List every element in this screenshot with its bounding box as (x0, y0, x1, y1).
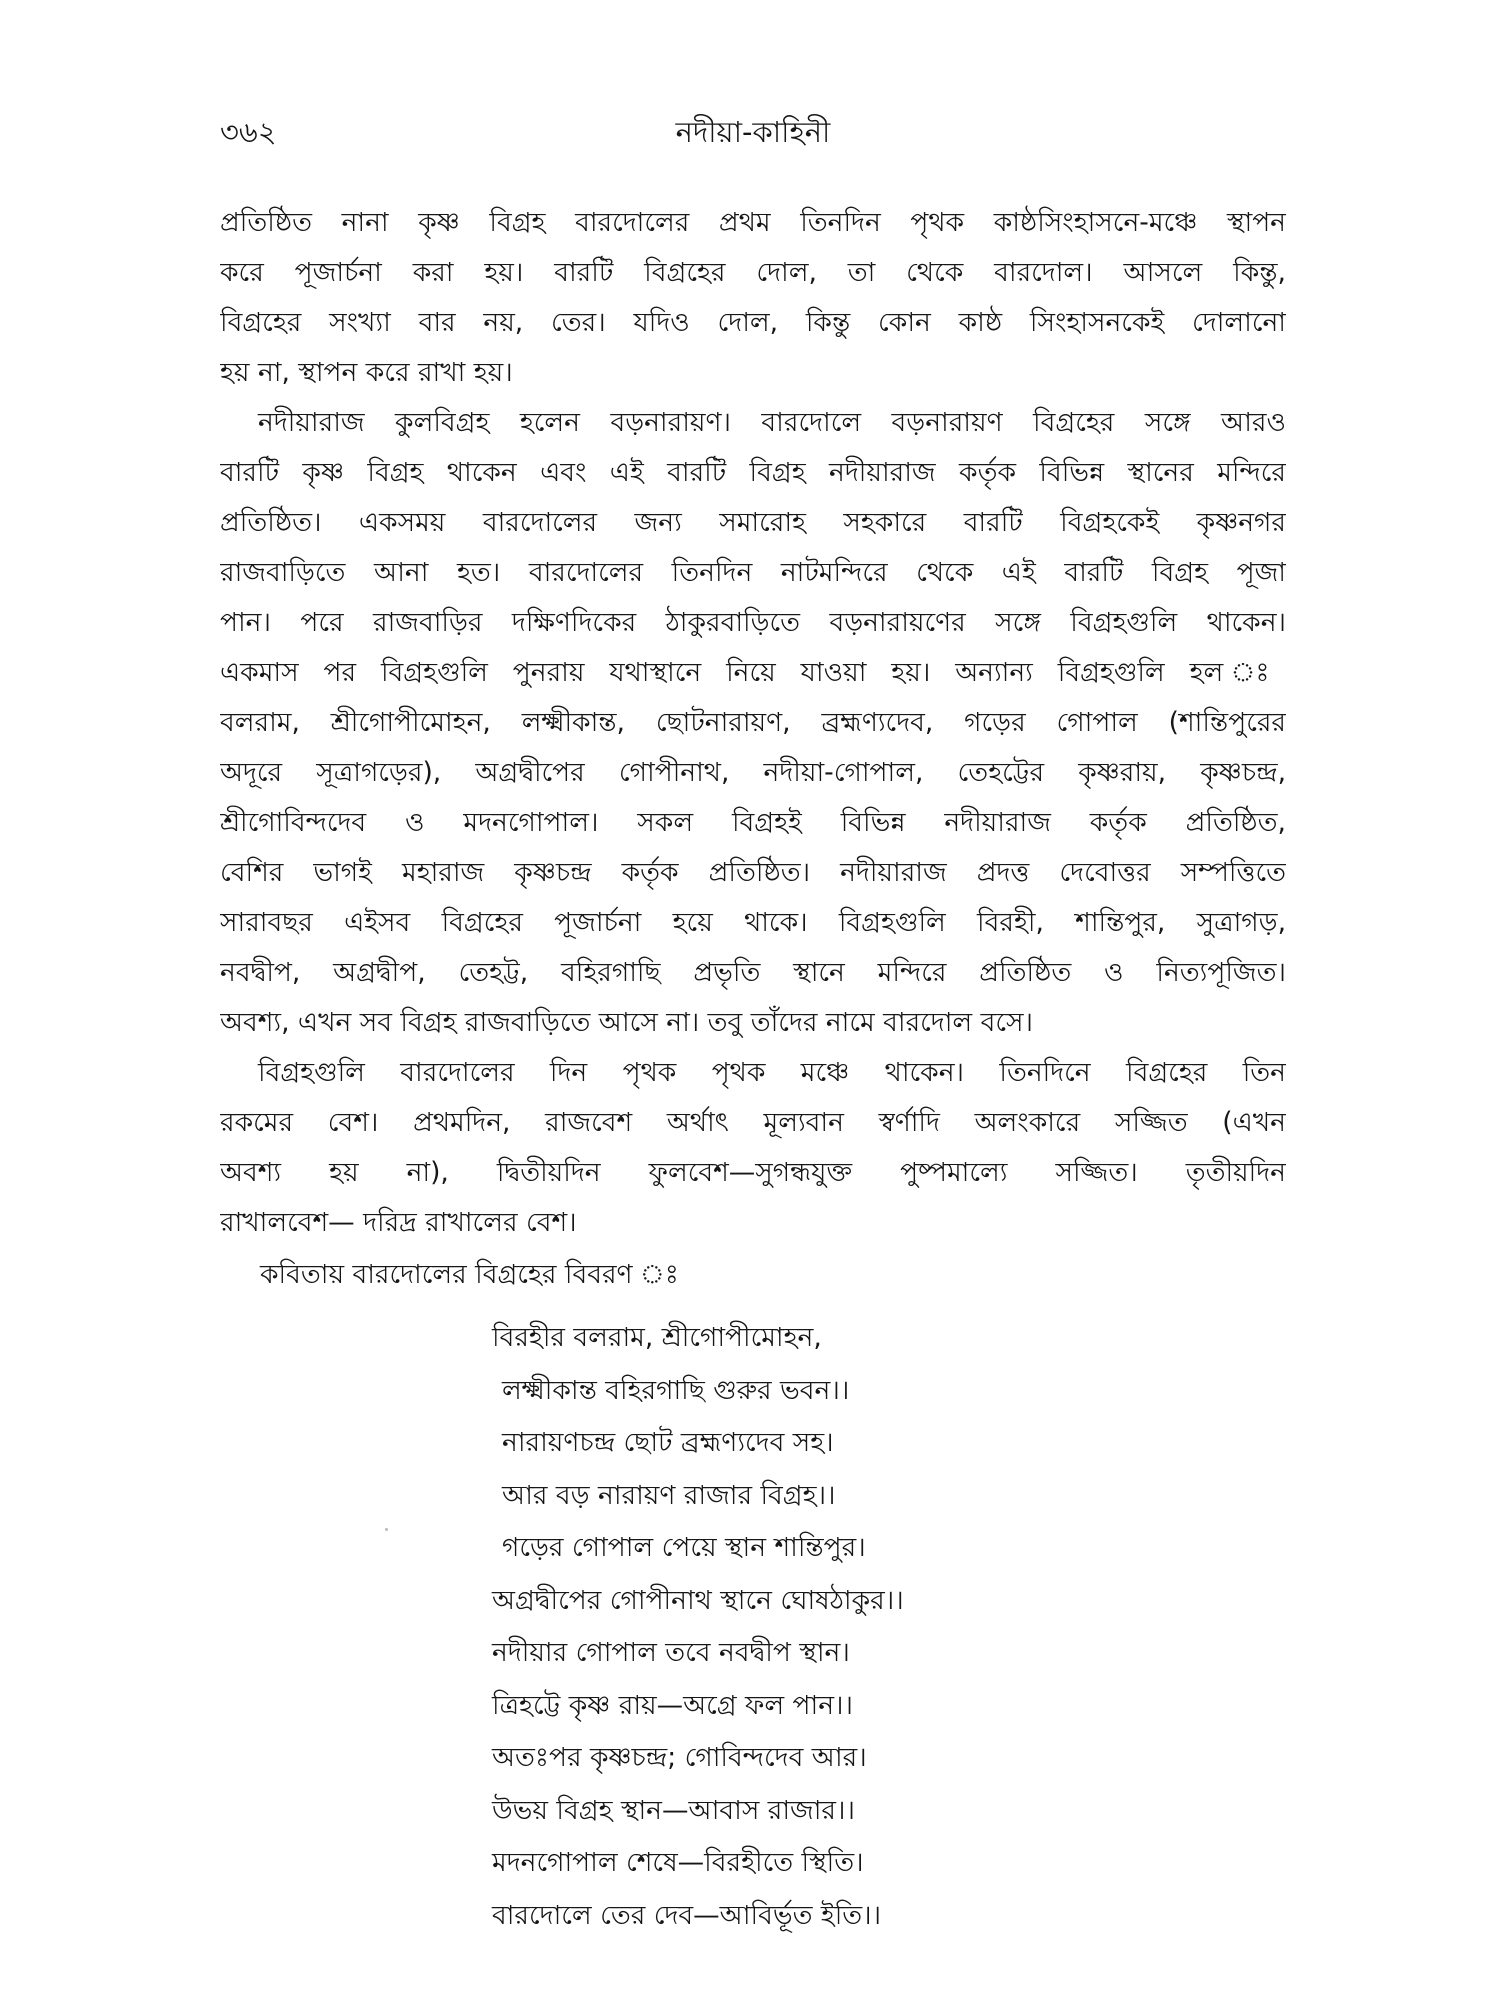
text-line: বলরাম, শ্রীগোপীমোহন, লক্ষ্মীকান্ত, ছোটনারায়ণ, ব্রহ্মণ্যদেব, গড়ের গোপাল (শান্তিপুরের (220, 707, 1286, 738)
text-line: বিগ্রহের সংখ্যা বার নয়, তের। যদিও দোল, কিন্তু কোন কাষ্ঠ সিংহাসনকেই দোলানো (220, 307, 1286, 338)
paragraph-2 (220, 398, 1286, 1048)
verse-line: আর বড় নারায়ণ রাজার বিগ্রহ।। (502, 1479, 836, 1511)
verse-line: অগ্রদ্বীপের গোপীনাথ স্থানে ঘোষঠাকুর।। (492, 1584, 904, 1616)
body-text (220, 198, 1286, 1300)
text-line: নদীয়ারাজ কুলবিগ্রহ হলেন বড়নারায়ণ। বারদোলে বড়নারায়ণ বিগ্রহের সঙ্গে আরও (258, 407, 1286, 438)
verse-line: মদনগোপাল শেষে—বিরহীতে স্থিতি। (492, 1847, 864, 1878)
text-line: বেশির ভাগই মহারাজ কৃষ্ণচন্দ্র কর্তৃক প্রতিষ্ঠিত। নদীয়ারাজ প্রদত্ত দেবোত্তর সম্পত্তিতে (220, 857, 1286, 888)
text-line: রকমের বেশ। প্রথমদিন, রাজবেশ অর্থাৎ মূল্যবান স্বর্ণাদি অলংকারে সজ্জিত (এখন (220, 1107, 1286, 1138)
text-line: রাজবাড়িতে আনা হত। বারদোলের তিনদিন নাটমন্দিরে থেকে এই বারটি বিগ্রহ পূজা (220, 557, 1286, 588)
text-line: অদূরে সূত্রাগড়ের), অগ্রদ্বীপের গোপীনাথ, নদীয়া-গোপাল, তেহট্টের কৃষ্ণরায়, কৃষ্ণচন্দ্র, (220, 757, 1286, 788)
verse-line: বিরহীর বলরাম, শ্রীগোপীমোহন, (492, 1322, 822, 1353)
page-number: ৩৬২ (220, 115, 277, 149)
text-line: বিগ্রহগুলি বারদোলের দিন পৃথক পৃথক মঞ্চে থাকেন। তিনদিনে বিগ্রহের তিন (258, 1057, 1286, 1088)
text-line: প্রতিষ্ঠিত। একসময় বারদোলের জন্য সমারোহ সহকারে বারটি বিগ্রহকেই কৃষ্ণনগর (220, 507, 1286, 538)
text-line: বারটি কৃষ্ণ বিগ্রহ থাকেন এবং এই বারটি বিগ্রহ নদীয়ারাজ কর্তৃক বিভিন্ন স্থানের মন্দিরে (220, 457, 1286, 488)
text-line: অবশ্য, এখন সব বিগ্রহ রাজবাড়িতে আসে না। তবু তাঁদের নামে বারদোল বসে। (220, 1007, 1033, 1038)
paper-speck (385, 1528, 388, 1531)
verse-line: বারদোলে তের দেব—আবির্ভূত ইতি।। (492, 1899, 882, 1931)
verse-line: গড়ের গোপাল পেয়ে স্থান শান্তিপুর। (502, 1532, 866, 1563)
page-header (220, 110, 1286, 160)
paragraph-3 (220, 1048, 1286, 1248)
verse-line: নদীয়ার গোপাল তবে নবদ্বীপ স্থান। (492, 1637, 850, 1668)
verse-line: অতঃপর কৃষ্ণচন্দ্র; গোবিন্দদেব আর। (492, 1742, 867, 1773)
text-line: সারাবছর এইসব বিগ্রহের পূজার্চনা হয়ে থাকে। বিগ্রহগুলি বিরহী, শান্তিপুর, সুত্রাগড়, (220, 907, 1286, 938)
text-line: করে পূজার্চনা করা হয়। বারটি বিগ্রহের দোল, তা থেকে বারদোল। আসলে কিন্তু, (220, 257, 1286, 288)
text-line: হয় না, স্থাপন করে রাখা হয়। (220, 357, 513, 388)
verse-line: লক্ষ্মীকান্ত বহিরগাছি গুরুর ভবন।। (502, 1374, 850, 1406)
verse-block (492, 1312, 1112, 1942)
running-title: নদীয়া-কাহিনী (675, 115, 831, 149)
verse-line: নারায়ণচন্দ্র ছোট ব্রহ্মণ্যদেব সহ। (502, 1427, 834, 1458)
text-line: পান। পরে রাজবাড়ির দক্ষিণদিকের ঠাকুরবাড়িতে বড়নারায়ণের সঙ্গে বিগ্রহগুলি থাকেন। (220, 607, 1286, 638)
text-line: একমাস পর বিগ্রহগুলি পুনরায় যথাস্থানে নিয়ে যাওয়া হয়। অন্যান্য বিগ্রহগুলি হল ঃ (220, 657, 1286, 688)
text-line: শ্রীগোবিন্দদেব ও মদনগোপাল। সকল বিগ্রহই বিভিন্ন নদীয়ারাজ কর্তৃক প্রতিষ্ঠিত, (220, 807, 1286, 838)
verse-line: ত্রিহট্টে কৃষ্ণ রায়—অগ্রে ফল পান।। (492, 1689, 853, 1721)
paragraph-1 (220, 198, 1286, 398)
verse-line: উভয় বিগ্রহ স্থান—আবাস রাজার।। (492, 1794, 855, 1826)
text-line: প্রতিষ্ঠিত নানা কৃষ্ণ বিগ্রহ বারদোলের প্রথম তিনদিন পৃথক কাষ্ঠসিংহাসনে-মঞ্চে স্থাপন (220, 207, 1286, 238)
text-line: অবশ্য হয় না), দ্বিতীয়দিন ফুলবেশ—সুগন্ধযুক্ত পুষ্পমাল্যে সজ্জিত। তৃতীয়দিন (220, 1157, 1286, 1188)
verse-intro: কবিতায় বারদোলের বিগ্রহের বিবরণ ঃ (260, 1259, 679, 1290)
text-line: নবদ্বীপ, অগ্রদ্বীপ, তেহট্ট, বহিরগাছি প্রভৃতি স্থানে মন্দিরে প্রতিষ্ঠিত ও নিত্যপূজিত। (220, 957, 1286, 988)
text-line: রাখালবেশ— দরিদ্র রাখালের বেশ। (220, 1207, 577, 1238)
